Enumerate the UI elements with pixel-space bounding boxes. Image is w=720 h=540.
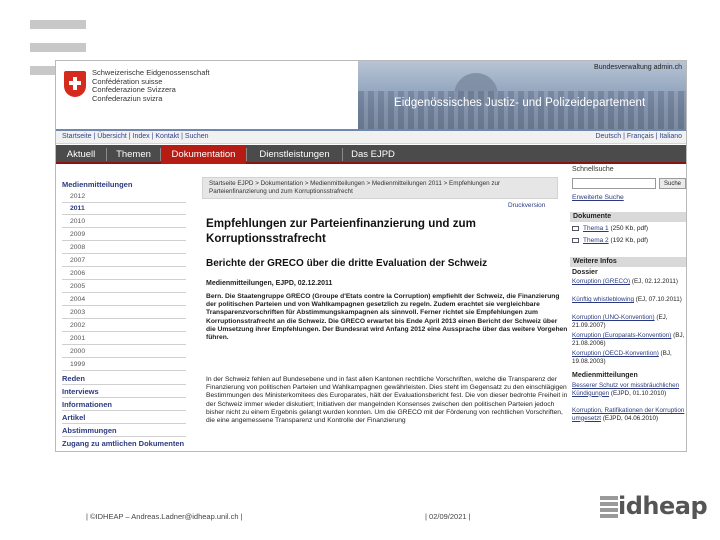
sidebar-divider — [62, 253, 186, 254]
dossier-entry[interactable] — [572, 350, 686, 365]
document-item[interactable] — [572, 225, 648, 232]
admin-ch-link[interactable]: Bundesverwaltung admin.ch — [594, 64, 682, 71]
sidebar-heading[interactable]: Medienmitteilungen — [62, 180, 133, 189]
sidebar-year-2002[interactable]: 2002 — [70, 322, 86, 329]
sidebar-divider — [62, 331, 186, 332]
left-sidebar — [56, 174, 186, 452]
press-entry[interactable] — [572, 382, 686, 397]
logo-text: idheap — [618, 492, 708, 520]
sidebar-divider — [62, 279, 186, 280]
sidebar-year-2012[interactable]: 2012 — [70, 193, 86, 200]
press-link[interactable]: Korruption, Ratifikationen der Korruption umgesetzt — [572, 407, 685, 422]
sidebar-year-2007[interactable]: 2007 — [70, 257, 86, 264]
sidebar-year-2011[interactable]: 2011 — [70, 205, 85, 212]
sidebar-year-2010[interactable]: 2010 — [70, 218, 86, 225]
breadcrumb-text[interactable]: Startseite EJPD > Dokumentation > Medienmitteilungen > Medienmitteilungen 2011 > Empfehlungen zur Parteienfinanzierung und zum Korruptionsstrafrecht — [209, 180, 501, 196]
press-link[interactable]: Besserer Schutz vor missbräuchlichen Kündigungen — [572, 382, 680, 397]
sidebar-divider — [62, 292, 186, 293]
dossier-link[interactable]: Korruption (UNO-Konvention) — [572, 314, 655, 321]
nav-dienstleistungen[interactable]: Dienstleistungen — [259, 149, 330, 160]
search-input[interactable] — [572, 178, 656, 189]
utility-bar — [56, 131, 687, 144]
dossier-link[interactable]: Korruption (Europarats-Konvention) — [572, 332, 672, 339]
right-sidebar — [568, 164, 687, 452]
federal-palace-image — [358, 61, 687, 129]
sidebar-divider — [62, 240, 186, 241]
dossier-meta: (BJ, 21.08.2006) — [572, 332, 685, 347]
sidebar-year-2005[interactable]: 2005 — [70, 283, 86, 290]
sidebar-year-2009[interactable]: 2009 — [70, 231, 86, 238]
sidebar-divider — [62, 357, 186, 358]
sidebar-link-abstimmungen[interactable]: Abstimmungen — [62, 426, 117, 435]
sidebar-divider — [62, 227, 186, 228]
page-subtitle: Berichte der GRECO über die dritte Evaluation der Schweiz — [206, 258, 488, 269]
sidebar-divider — [62, 344, 186, 345]
dossier-meta: (EJ, 02.12.2011) — [631, 278, 678, 285]
press-meta: (EJPD, 01.10.2010) — [610, 389, 667, 397]
decorative-bar — [30, 20, 86, 29]
dossier-link[interactable]: Korruption (GRECO) — [572, 278, 631, 285]
sidebar-link-artikel[interactable]: Artikel — [62, 413, 86, 422]
header-logo-area — [56, 61, 358, 129]
nav-aktuell[interactable]: Aktuell — [66, 149, 96, 160]
sidebar-divider — [62, 397, 186, 398]
sidebar-divider — [62, 436, 186, 437]
document-item[interactable] — [572, 237, 648, 244]
sidebar-link-reden[interactable]: Reden — [62, 374, 85, 383]
print-version-link[interactable]: Druckversion — [508, 202, 546, 209]
dossier-heading: Dossier — [572, 269, 598, 276]
footer-credit: | ©IDHEAP – Andreas.Ladner@idheap.unil.ch | — [86, 512, 243, 521]
department-title: Eidgenössisches Justiz- und Polizeidepartement — [394, 97, 646, 109]
confederation-name-it: Confederazione Svizzera — [92, 85, 176, 95]
body-paragraph: In der Schweiz fehlen auf Bundesebene und in fast allen Kantonen rechtliche Vorschriften, welche die Transparenz der Finanzierung von politischen Parteien und Wahlkampagnen gewährleisten. Dies steht im Gegensatz zu den einschlägigen Bestimmungen des Ministerkomitees des Europarates, hält der Evaluationsbericht fest. Die von dieser bedrohte Freiheit in der Schweiz immer wieder diskutiert; Initiativen der mangelnden Konsenses zwischen den politischen Parteien jedoch bisher nicht zu einem Ergebnis gelangt wurden konnten. Um die GRECO mit der Förderung von rechtlichen Vorschriften, die eine angemessene Transparenz und Kontrolle der Finanzierung — [206, 376, 568, 425]
lead-paragraph: Bern. Die Staatengruppe GRECO (Groupe d'Etats contre la Corruption) empfiehlt der Schweiz, die Finanzierung der politischen Parteien und von Wahlkampagnen gesetzlich zu regeln. Zudem erachtet sie vergleichbare Transparenzvorschriften für Abstimmungskampagnen als sinnvoll. Ferner richtet sie Empfehlungen zum Korruptionsstrafrecht an die Schweiz. Die GRECO erwartet bis Ende April 2013 einen Bericht der Schweiz über die Umsetzung ihrer Empfehlungen. Der Bundesrat wird Anfang 2012 eine Aussprache über das weitere Vorgehen führen. — [206, 293, 568, 342]
document-icon — [572, 238, 579, 243]
advanced-search-link[interactable]: Erweiterte Suche — [572, 194, 624, 201]
dossier-link[interactable]: Korruption (OECD-Konvention) — [572, 350, 659, 357]
press-releases-heading: Medienmitteilungen — [572, 372, 638, 379]
dossier-meta: (EJ, 21.09.2007) — [572, 314, 668, 329]
sidebar-year-2000[interactable]: 2000 — [70, 348, 86, 355]
nav-das-ejpd[interactable]: Das EJPD — [351, 149, 395, 160]
sidebar-year-2001[interactable]: 2001 — [70, 335, 86, 342]
dossier-meta: (EJ, 07.10.2011) — [635, 296, 682, 303]
confederation-name-de: Schweizerische Eidgenossenschaft — [92, 68, 210, 77]
nav-dokumentation[interactable]: Dokumentation — [161, 145, 246, 164]
footer-date: | 02/09/2021 | — [425, 512, 471, 521]
document-size: (192 Kb, pdf) — [610, 237, 649, 244]
quick-search-label: Schnellsuche — [572, 166, 614, 173]
dossier-entry[interactable] — [572, 278, 686, 286]
press-entry[interactable] — [572, 407, 686, 422]
confederation-names — [92, 69, 210, 103]
decorative-bar — [30, 43, 86, 52]
confederation-name-rm: Confederaziun svizra — [92, 93, 163, 103]
site-header — [56, 61, 687, 129]
document-icon — [572, 226, 579, 231]
sidebar-divider — [62, 423, 186, 424]
search-button[interactable]: Suche — [659, 178, 686, 189]
document-link[interactable]: Thema 1 — [583, 225, 609, 232]
swiss-coat-of-arms-icon — [64, 71, 86, 97]
sidebar-divider — [62, 266, 186, 267]
dossier-link[interactable]: Künftig whistleblowing — [572, 296, 634, 303]
press-meta: (EJPD, 04.06.2010) — [602, 414, 659, 422]
documents-heading: Dokumente — [570, 212, 686, 222]
language-switcher[interactable]: Deutsch | Français | Italiano — [595, 133, 682, 140]
sidebar-divider — [62, 214, 186, 215]
confederation-name-fr: Confédération suisse — [92, 76, 163, 86]
more-info-heading: Weitere Infos — [570, 257, 686, 267]
dossier-meta: (BJ, 19.08.2003) — [572, 350, 672, 365]
nav-themen[interactable]: Themen — [116, 149, 151, 160]
sidebar-year-2006[interactable]: 2006 — [70, 270, 86, 277]
website-screenshot — [55, 60, 687, 452]
sidebar-link-informationen[interactable]: Informationen — [62, 400, 112, 409]
logo-bars-icon — [600, 496, 618, 518]
sidebar-link-interviews[interactable]: Interviews — [62, 387, 99, 396]
breadcrumb — [202, 177, 558, 199]
utility-links[interactable]: Startseite | Übersicht | Index | Kontakt | Suchen — [62, 133, 209, 140]
sidebar-year-2008[interactable]: 2008 — [70, 244, 86, 251]
sidebar-divider — [62, 202, 186, 203]
dossier-entry[interactable] — [572, 314, 686, 329]
document-size: (250 Kb, pdf) — [610, 225, 649, 232]
sidebar-year-2003[interactable]: 2003 — [70, 309, 86, 316]
sidebar-year-2004[interactable]: 2004 — [70, 296, 86, 303]
document-link[interactable]: Thema 2 — [583, 237, 609, 244]
sidebar-divider — [62, 370, 186, 371]
sidebar-divider — [62, 305, 186, 306]
page-title: Empfehlungen zur Parteienfinanzierung und zum Korruptionsstrafrecht — [206, 217, 476, 245]
main-navigation — [56, 145, 687, 164]
idheap-logo — [600, 492, 708, 524]
sidebar-divider — [62, 318, 186, 319]
dossier-entry[interactable] — [572, 296, 686, 304]
dossier-entry[interactable] — [572, 332, 686, 347]
sidebar-link-zugang-dokumente[interactable]: Zugang zu amtlichen Dokumenten — [62, 439, 185, 448]
sidebar-year-1999[interactable]: 1999 — [70, 361, 86, 368]
sidebar-divider — [62, 410, 186, 411]
sidebar-divider — [62, 384, 186, 385]
press-release-meta: Medienmitteilungen, EJPD, 02.12.2011 — [206, 280, 333, 287]
